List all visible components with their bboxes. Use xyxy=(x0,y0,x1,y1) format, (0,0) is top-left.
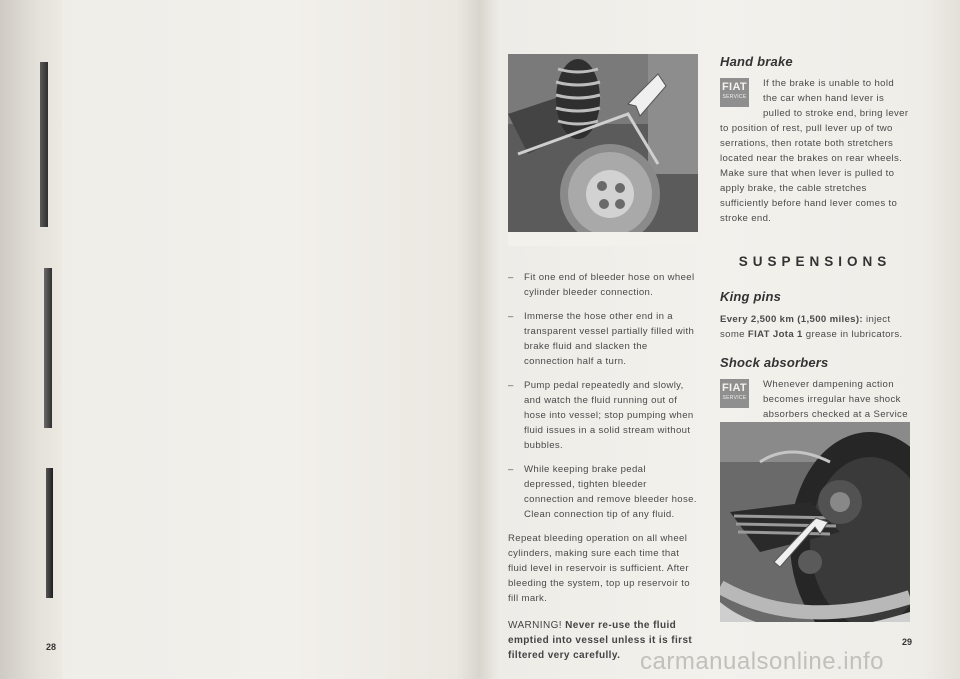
suspension-photo xyxy=(720,422,910,622)
badge-label: FIAT xyxy=(721,382,748,394)
warning-label: WARNING! xyxy=(508,620,562,631)
hand-brake-section xyxy=(720,76,910,226)
hand-brake-heading: Hand brake xyxy=(720,54,793,69)
edge-photo-strip xyxy=(44,268,52,428)
bleeding-step-text: Pump pedal repeatedly and slowly, and watch the fluid running out of hose into vessel; stop pumping when fluid issues in a solid stream without bubbles. xyxy=(524,380,694,451)
bullet-dash: – xyxy=(508,311,514,322)
edge-photo-strip xyxy=(40,62,48,227)
bullet-dash: – xyxy=(508,272,514,283)
brake-drum-photo xyxy=(508,54,698,246)
king-pins-interval: Every 2,500 km (1,500 miles): xyxy=(720,314,863,325)
shock-absorbers-heading: Shock absorbers xyxy=(720,355,829,370)
bullet-dash: – xyxy=(508,464,514,475)
edge-photo-strip xyxy=(46,468,53,598)
badge-label: FIAT xyxy=(721,81,748,93)
badge-sub-label: SERVICE xyxy=(722,94,747,100)
bleeding-step-text: Fit one end of bleeder hose on wheel cylinder bleeder connection. xyxy=(524,272,695,298)
badge-sub-label: SERVICE xyxy=(722,395,747,401)
right-page xyxy=(480,0,960,679)
right-column xyxy=(720,54,910,437)
bleeding-step-text: Immerse the hose other end in a transparent vessel partially filled with brake fluid and slacken the connection half a turn. xyxy=(524,311,695,367)
bleeding-step-text: While keeping brake pedal depressed, tighten bleeder connection and remove bleeder hose. Clean connection tip of any fluid. xyxy=(524,464,697,520)
left-page-edge xyxy=(0,0,62,679)
bleeding-step xyxy=(508,270,698,300)
bullet-dash: – xyxy=(508,380,514,391)
suspension-illustration xyxy=(720,422,910,622)
king-pins-heading: King pins xyxy=(720,289,782,304)
watermark: carmanualsonline.info xyxy=(640,648,884,675)
king-pins-text xyxy=(720,312,910,342)
repeat-paragraph: Repeat bleeding operation on all wheel cylinders, making sure each time that fluid level in reservoir is sufficient. After bleeding the system, top up reservoir to fill mark. xyxy=(508,533,690,604)
bleeding-instructions xyxy=(508,270,698,663)
brake-drum-illustration xyxy=(508,54,698,246)
king-pins-text-before: inject some xyxy=(720,314,891,340)
right-page-number: 29 xyxy=(902,637,913,647)
fiat-service-badge xyxy=(720,78,749,107)
fiat-service-badge xyxy=(720,379,749,408)
hand-brake-text: If the brake is unable to hold the car when hand lever is pulled to stroke end, bring lever to position of rest, pull lever up of two serrations, then rotate both stretchers located near the brakes on rear wheels. Make sure that when lever is pulled to apply brake, the cable stretches sufficiently before hand lever comes to stroke end. xyxy=(720,78,909,224)
left-page-number: 28 xyxy=(46,642,57,652)
warning-text: Never re-use the fluid emptied into vessel unless it is first filtered very carefully. xyxy=(508,620,693,661)
king-pins-text-after: grease in lubricators. xyxy=(805,329,903,340)
king-pins-grease: FIAT Jota 1 xyxy=(747,329,803,340)
suspensions-heading: SUSPENSIONS xyxy=(738,254,892,269)
bleeding-step xyxy=(508,462,698,522)
bleeding-step xyxy=(508,378,698,453)
bleeding-step xyxy=(508,309,698,369)
shock-absorbers-text: Whenever dampening action becomes irregular have shock absorbers checked at a Service xyxy=(763,379,908,420)
